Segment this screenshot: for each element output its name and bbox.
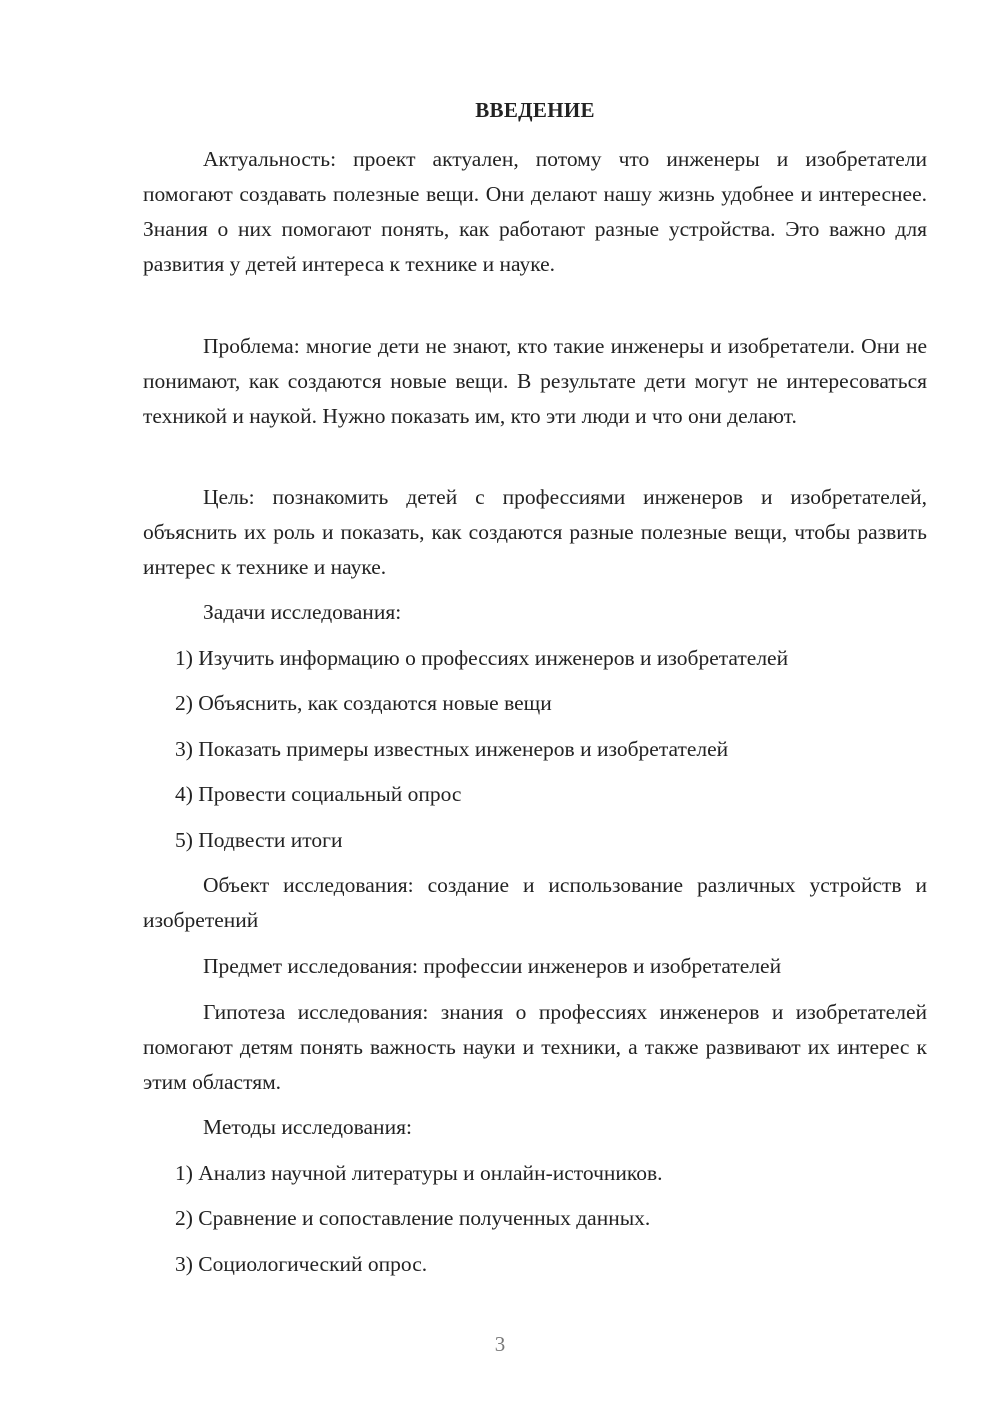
tasks-heading: Задачи исследования: (203, 600, 402, 624)
relevance-paragraph: Актуальность: проект актуален, потому что инженеры и изобретатели помогают создавать полезные вещи. Они делают нашу жизнь удобнее и интереснее. Знания о них помогают понять, как работают разные устройства. Это важно для развития у детей интереса к технике и науке. (143, 147, 927, 276)
task-item-1: 1) Изучить информацию о профессиях инженеров и изобретателей (175, 646, 789, 670)
hypothesis-paragraph: Гипотеза исследования: знания о профессиях инженеров и изобретателей помогают детям понять важность науки и техники, а также развивают их интерес к этим областям. (143, 1000, 927, 1094)
method-item-3: 3) Социологический опрос. (175, 1252, 428, 1276)
subject-line: Предмет исследования: профессии инженеров и изобретателей (203, 954, 782, 978)
method-item-2: 2) Сравнение и сопоставление полученных данных. (175, 1206, 651, 1230)
task-item-2: 2) Объяснить, как создаются новые вещи (175, 691, 552, 715)
goal-paragraph: Цель: познакомить детей с профессиями инженеров и изобретателей, объяснить их роль и показать, как создаются разные полезные вещи, чтобы развить интерес к технике и науке. (143, 485, 927, 579)
page-number: 3 (494, 1332, 506, 1356)
object-paragraph: Объект исследования: создание и использование различных устройств и изобретений (143, 873, 927, 932)
method-item-1: 1) Анализ научной литературы и онлайн-источников. (175, 1161, 663, 1185)
task-item-5: 5) Подвести итоги (175, 828, 343, 852)
page-title: ВВЕДЕНИЕ (475, 98, 595, 122)
task-item-3: 3) Показать примеры известных инженеров и изобретателей (175, 737, 729, 761)
problem-paragraph: Проблема: многие дети не знают, кто такие инженеры и изобретатели. Они не понимают, как создаются новые вещи. В результате дети могут не интересоваться техникой и наукой. Нужно показать им, кто эти люди и что они делают. (143, 334, 927, 428)
methods-heading: Методы исследования: (203, 1115, 412, 1139)
task-item-4: 4) Провести социальный опрос (175, 782, 462, 806)
